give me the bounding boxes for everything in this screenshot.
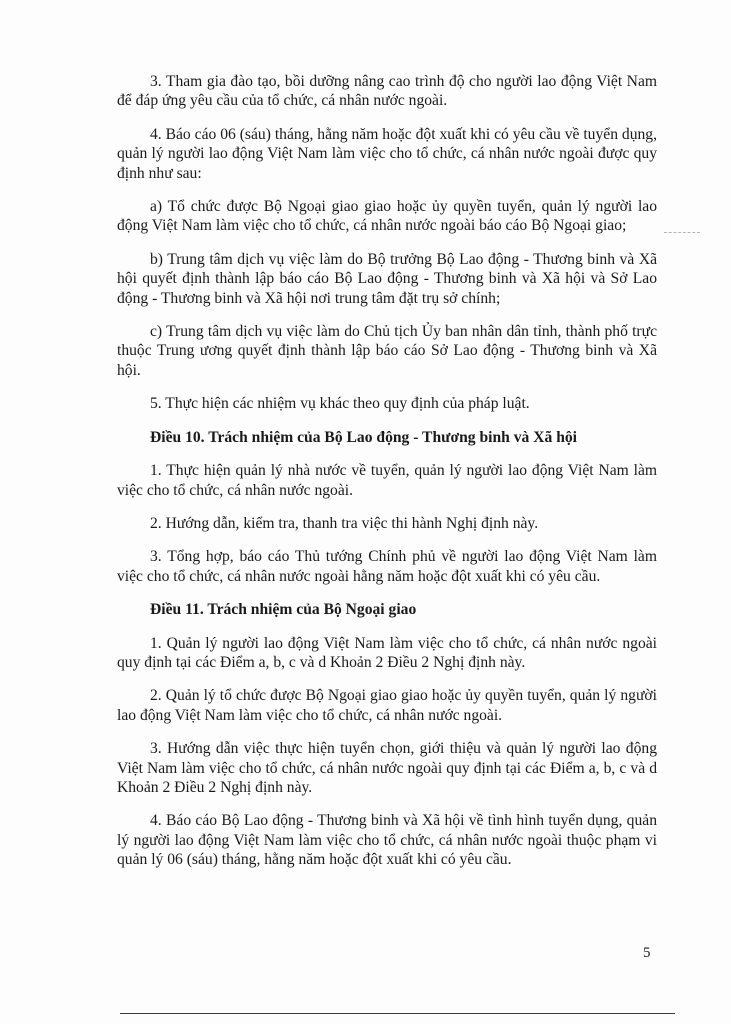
article-10-clause-1: 1. Thực hiện quản lý nhà nước về tuyển, quản lý người lao động Việt Nam làm việc cho tổ chức, cá nhân nước ngoài.: [117, 462, 657, 499]
article-11-clause-3: 3. Hướng dẫn việc thực hiện tuyển chọn, giới thiệu và quản lý người lao động Việt Nam làm việc cho tổ chức, cá nhân nước ngoài quy định tại các Điểm a, b, c và d Khoản 2 Điều 2 Nghị định này.: [117, 740, 657, 796]
article-11-clause-4: 4. Báo cáo Bộ Lao động - Thương binh và Xã hội về tình hình tuyển dụng, quản lý người lao động Việt Nam làm việc cho tổ chức, cá nhân nước ngoài thuộc phạm vi quản lý 06 (sáu) tháng, hằng năm hoặc đột xuất khi có yêu cầu.: [117, 812, 657, 869]
document-body: [117, 72, 657, 884]
article-10-clause-3: 3. Tổng hợp, báo cáo Thủ tướng Chính phủ về người lao động Việt Nam làm việc cho tổ chức, cá nhân nước ngoài hằng năm hoặc đột xuất khi có yêu cầu.: [117, 548, 657, 585]
paragraph-clause-3: 3. Tham gia đào tạo, bồi dưỡng nâng cao trình độ cho người lao động Việt Nam để đáp ứng yêu cầu của tổ chức, cá nhân nước ngoài.: [117, 73, 657, 110]
article-11-clause-1: 1. Quản lý người lao động Việt Nam làm việc cho tổ chức, cá nhân nước ngoài quy định tại các Điểm a, b, c và d Khoản 2 Điều 2 Nghị định này.: [117, 634, 657, 671]
article-11-heading: Điều 11. Trách nhiệm của Bộ Ngoại giao: [150, 601, 417, 619]
paragraph-clause-4b: b) Trung tâm dịch vụ việc làm do Bộ trưởng Bộ Lao động - Thương binh và Xã hội quyết định thành lập báo cáo Bộ Lao động - Thương binh và Xã hội và Sở Lao động - Thương binh và Xã hội nơi trung tâm đặt trụ sở chính;: [117, 250, 657, 307]
page-number: 5: [643, 945, 651, 961]
scan-artifact: [664, 232, 700, 234]
article-11-clause-2: 2. Quản lý tổ chức được Bộ Ngoại giao giao hoặc ủy quyền tuyển, quản lý người lao động Việt Nam làm việc cho tổ chức, cá nhân nước ngoài.: [117, 687, 657, 724]
article-10-heading: Điều 10. Trách nhiệm của Bộ Lao động - Thương binh và Xã hội: [150, 428, 577, 446]
paragraph-clause-5: 5. Thực hiện các nhiệm vụ khác theo quy định của pháp luật.: [150, 395, 530, 413]
article-10-clause-2: 2. Hướng dẫn, kiểm tra, thanh tra việc thi hành Nghị định này.: [150, 514, 539, 532]
paragraph-clause-4: 4. Báo cáo 06 (sáu) tháng, hằng năm hoặc đột xuất khi có yêu cầu về tuyển dụng, quản lý người lao động Việt Nam làm việc cho tổ chức, cá nhân nước ngoài được quy định như sau:: [117, 125, 657, 182]
paragraph-clause-4a: a) Tổ chức được Bộ Ngoại giao giao hoặc ủy quyền tuyển, quản lý người lao động Việt Nam làm việc cho tổ chức, cá nhân nước ngoài báo cáo Bộ Ngoại giao;: [117, 198, 657, 235]
paragraph-clause-4c: c) Trung tâm dịch vụ việc làm do Chủ tịch Ủy ban nhân dân tỉnh, thành phố trực thuộc Trung ương quyết định thành lập báo cáo Sở Lao động - Thương binh và Xã hội.: [117, 323, 657, 379]
bottom-divider: [120, 1013, 675, 1014]
